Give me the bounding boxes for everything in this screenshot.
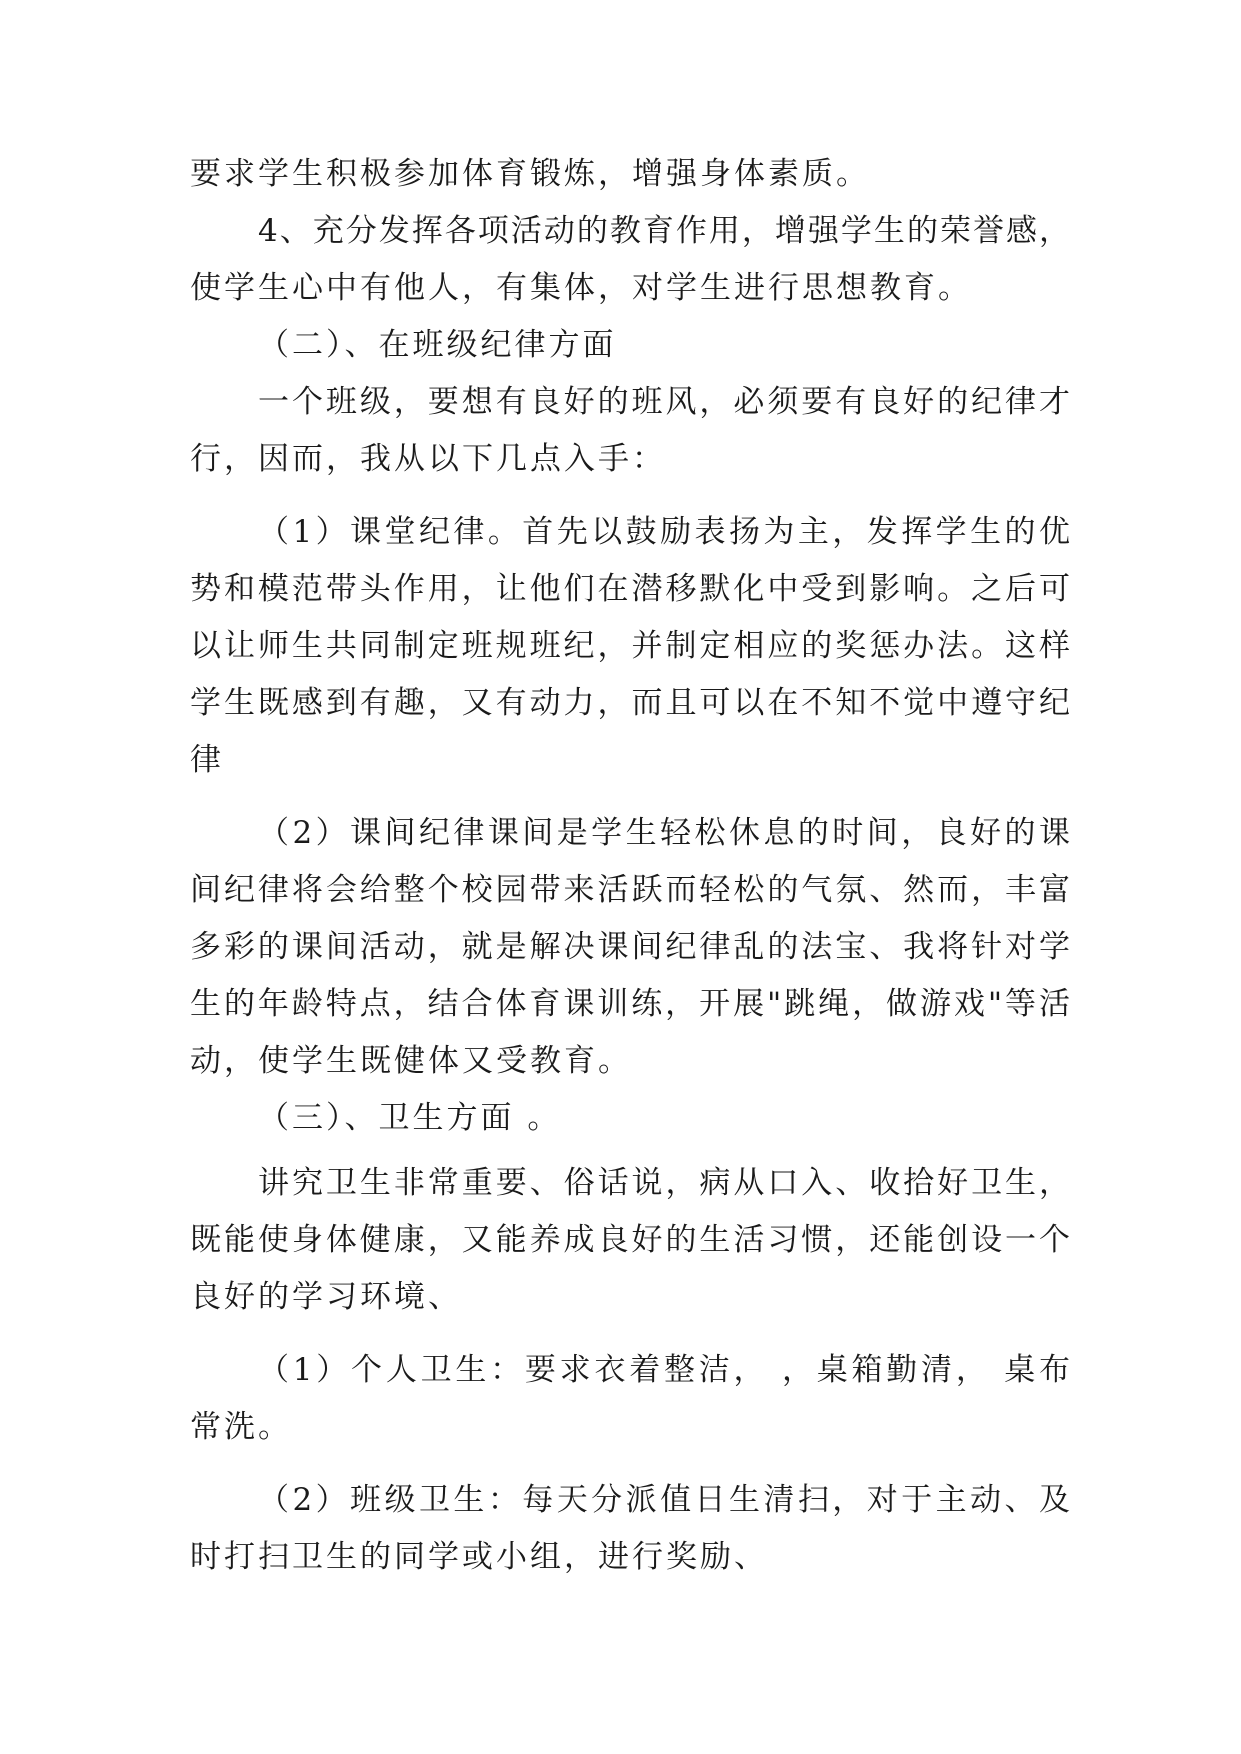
text-line: 动，使学生既健体又受教育。 [190, 1043, 632, 1079]
text-line: 多彩的课间活动，就是解决课间纪律乱的法宝、我将针对学 [190, 929, 1070, 965]
text-line: （1）个人卫生：要求衣着整洁， ，桌箱勤清， 桌布 [258, 1352, 1070, 1388]
text-line: 4、充分发挥各项活动的教育作用，增强学生的荣誉感， [258, 213, 1070, 249]
text-line: 讲究卫生非常重要、俗话说，病从口入、收拾好卫生， [258, 1165, 1070, 1201]
text-line: 以让师生共同制定班规班纪，并制定相应的奖惩办法。这样 [190, 628, 1070, 664]
text-line: 势和模范带头作用，让他们在潜移默化中受到影响。之后可 [190, 571, 1070, 607]
text-line: （2）班级卫生：每天分派值日生清扫，对于主动、及 [258, 1482, 1070, 1518]
text-line: 常洗。 [190, 1409, 292, 1445]
text-line: （1）课堂纪律。首先以鼓励表扬为主，发挥学生的优 [258, 514, 1070, 550]
text-line: 要求学生积极参加体育锻炼，增强身体素质。 [190, 156, 870, 192]
section-heading: （二）、在班级纪律方面 [258, 327, 617, 363]
text-line: 使学生心中有他人，有集体，对学生进行思想教育。 [190, 270, 972, 306]
text-line: 间纪律将会给整个校园带来活跃而轻松的气氛、然而，丰富 [190, 872, 1070, 908]
text-line: 良好的学习环境、 [190, 1279, 462, 1315]
text-line: 行，因而，我从以下几点入手： [190, 441, 666, 477]
text-line: 生的年龄特点，结合体育课训练，开展"跳绳，做游戏"等活 [190, 986, 1070, 1022]
text-line: （2）课间纪律课间是学生轻松休息的时间，良好的课 [258, 815, 1070, 851]
section-heading: （三）、卫生方面 。 [258, 1100, 562, 1136]
text-line: 一个班级，要想有良好的班风，必须要有良好的纪律才 [258, 384, 1070, 420]
text-line: 既能使身体健康，又能养成良好的生活习惯，还能创设一个 [190, 1222, 1070, 1258]
text-line: 学生既感到有趣，又有动力，而且可以在不知不觉中遵守纪 [190, 685, 1070, 721]
document-body [190, 156, 1070, 1576]
text-line: 律 [190, 742, 224, 778]
text-line: 时打扫卫生的同学或小组，进行奖励、 [190, 1539, 768, 1575]
